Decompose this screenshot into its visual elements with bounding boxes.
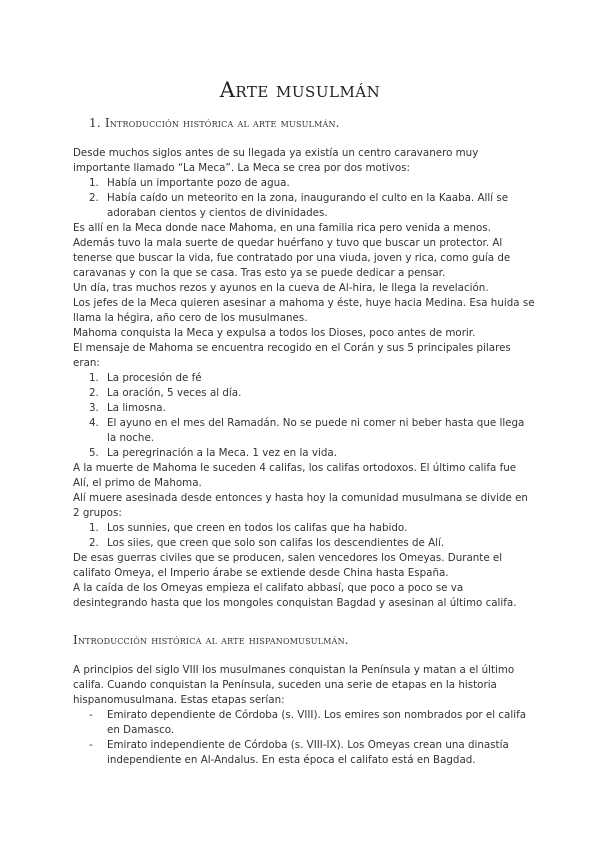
list-item-text: Los sunnies, que creen en todos los califas que ha habido. bbox=[107, 522, 408, 534]
list-item-text: El ayuno en el mes del Ramadán. No se puede ni comer ni beber hasta que llega la noche. bbox=[107, 417, 525, 444]
grupos-list bbox=[73, 521, 535, 551]
list-number: 4. bbox=[89, 417, 99, 429]
paragraph: Es allí en la Meca donde nace Mahoma, en una familia rica pero venida a menos. Además tuvo la mala suerte de quedar huérfano y tuvo que buscar un protector. Al tenerse que buscar la vida, fue contratado por una viuda, joven y rica, como guía de caravanas y con la que se casa. Tras esto ya se puede dedicar a pensar. bbox=[73, 222, 511, 279]
list-number: 2. bbox=[89, 387, 99, 399]
list-item bbox=[73, 738, 535, 768]
list-item-text: La peregrinación a la Meca. 1 vez en la vida. bbox=[107, 447, 337, 459]
section-body-arte-musulman bbox=[73, 146, 535, 611]
list-item bbox=[73, 401, 535, 416]
list-item-text: Emirato dependiente de Córdoba (s. VIII). Los emires son nombrados por el califa en Damasco. bbox=[107, 709, 527, 736]
list-number: 2. bbox=[89, 192, 99, 204]
list-number: 3. bbox=[89, 402, 99, 414]
motivos-list bbox=[73, 176, 535, 221]
list-dash: - bbox=[89, 739, 93, 751]
list-item bbox=[73, 191, 535, 221]
list-item-text: Los siies, que creen que solo son califas los descendientes de Alí. bbox=[107, 537, 445, 549]
section-body-arte-hispanomusulman bbox=[73, 663, 535, 768]
list-item bbox=[73, 371, 535, 386]
paragraph: A la caída de los Omeyas empieza el califato abbasí, que poco a poco se va desintegrando hasta que los mongoles conquistan Bagdad y asesinan al último califa. bbox=[73, 582, 517, 609]
section-heading-intro-arte-musulman: 1. Introducción histórica al arte musulmán. bbox=[89, 116, 340, 130]
paragraph: De esas guerras civiles que se producen, salen vencedores los Omeyas. Durante el califato Omeya, el Imperio árabe se extiende desde China hasta España. bbox=[73, 552, 503, 579]
list-item bbox=[73, 708, 535, 738]
list-item-text: Emirato independiente de Córdoba (s. VIII-IX). Los Omeyas crean una dinastía independiente en Al-Andalus. En esta época el califato está en Bagdad. bbox=[107, 739, 509, 766]
paragraph: Alí muere asesinada desde entonces y hasta hoy la comunidad musulmana se divide en 2 grupos: bbox=[73, 492, 528, 519]
list-item bbox=[73, 536, 535, 551]
list-number: 1. bbox=[89, 522, 99, 534]
paragraph: Un día, tras muchos rezos y ayunos en la cueva de Al-hira, le llega la revelación. bbox=[73, 282, 489, 294]
paragraph: A la muerte de Mahoma le suceden 4 califas, los califas ortodoxos. El último califa fue Alí, el primo de Mahoma. bbox=[73, 462, 517, 489]
etapas-list bbox=[73, 708, 535, 768]
paragraph: Los jefes de la Meca quieren asesinar a mahoma y éste, huye hacia Medina. Esa huida se llama la hégira, año cero de los musulmanes. bbox=[73, 297, 535, 324]
list-item-text: La oración, 5 veces al día. bbox=[107, 387, 242, 399]
paragraph: El mensaje de Mahoma se encuentra recogido en el Corán y sus 5 principales pilares eran: bbox=[73, 342, 511, 369]
list-item bbox=[73, 386, 535, 401]
list-number: 1. bbox=[89, 177, 99, 189]
paragraph: Mahoma conquista la Meca y expulsa a todos los Dioses, poco antes de morir. bbox=[73, 327, 476, 339]
list-item-text: La procesión de fé bbox=[107, 372, 202, 384]
list-item bbox=[73, 416, 535, 446]
list-number: 1. bbox=[89, 372, 99, 384]
list-item-text: Había caído un meteorito en la zona, inaugurando el culto en la Kaaba. Allí se adoraban cientos y cientos de divinidades. bbox=[107, 192, 509, 219]
list-item bbox=[73, 176, 535, 191]
paragraph: Desde muchos siglos antes de su llegada ya existía un centro caravanero muy importante llamado “La Meca”. La Meca se crea por dos motivos: bbox=[73, 147, 479, 174]
list-number: 5. bbox=[89, 447, 99, 459]
pilares-list bbox=[73, 371, 535, 461]
list-item bbox=[73, 446, 535, 461]
list-dash: - bbox=[89, 709, 93, 721]
section-heading-intro-arte-hispanomusulman: Introducción histórica al arte hispanomusulmán. bbox=[73, 633, 349, 647]
paragraph: A principios del siglo VIII los musulmanes conquistan la Península y matan a el último califa. Cuando conquistan la Península, suceden una serie de etapas en la historia hispanomusulmana. Estas etapas serían: bbox=[73, 664, 515, 706]
document-title: Arte musulmán bbox=[219, 78, 381, 102]
list-number: 2. bbox=[89, 537, 99, 549]
list-item bbox=[73, 521, 535, 536]
list-item-text: Había un importante pozo de agua. bbox=[107, 177, 290, 189]
list-item-text: La limosna. bbox=[107, 402, 166, 414]
